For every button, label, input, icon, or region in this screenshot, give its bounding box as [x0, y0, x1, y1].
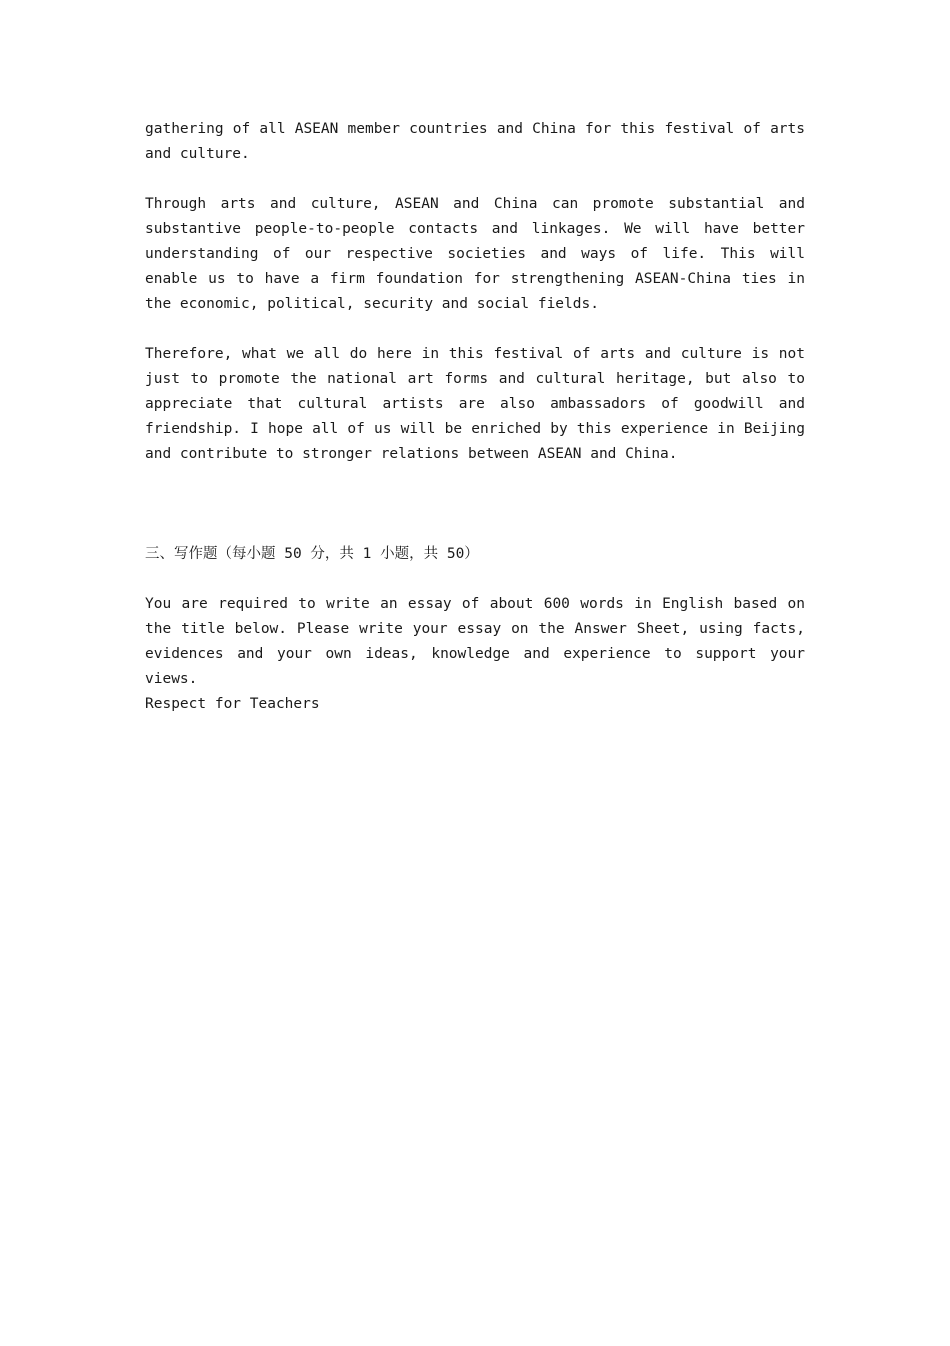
- section-spacer: [145, 467, 805, 542]
- paragraph-spacer: [145, 317, 805, 342]
- paragraph-spacer: [145, 167, 805, 192]
- paragraph-arts-and-culture: Through arts and culture, ASEAN and China can promote substantial and substantive people-to-people contacts and linkages. We will have better understanding of our respective societies and ways of life. This will enable us to have a firm foundation for strengthening ASEAN-China ties in the economic, political, security and social fields.: [145, 196, 805, 312]
- section-heading-writing: 三、写作题（每小题 50 分，共 1 小题，共 50）: [145, 546, 479, 562]
- paragraph-spacer: [145, 567, 805, 592]
- document-page: [145, 117, 805, 717]
- paragraph-therefore: Therefore, what we all do here in this festival of arts and culture is not just to promote the national art forms and cultural heritage, but also to appreciate that cultural artists are also ambassadors of goodwill and friendship. I hope all of us will be enriched by this experience in Beijing and contribute to stronger relations between ASEAN and China.: [145, 346, 805, 462]
- essay-title: Respect for Teachers: [145, 696, 320, 712]
- paragraph-gathering: gathering of all ASEAN member countries and China for this festival of arts and culture.: [145, 121, 805, 162]
- writing-prompt: You are required to write an essay of about 600 words in English based on the title below. Please write your essay on the Answer Sheet, using facts, evidences and your own ideas, knowledge and experience to support your views.: [145, 596, 805, 687]
